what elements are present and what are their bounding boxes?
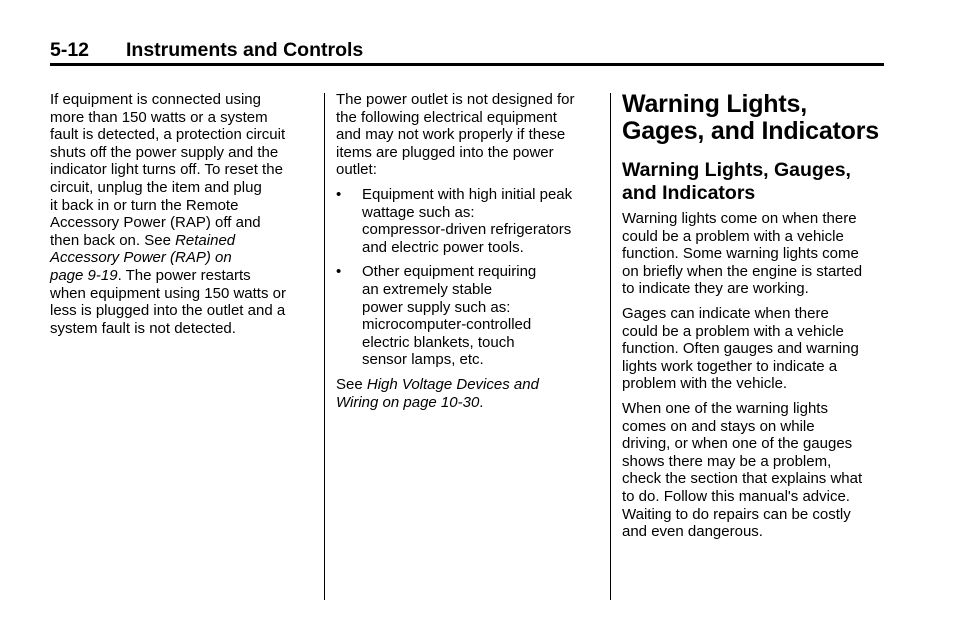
page-number: 5-12: [50, 39, 90, 61]
chapter-title: Instruments and Controls: [126, 39, 364, 61]
column-divider-2: [610, 93, 611, 600]
list-item: • Other equipment requiring an extremely stable power supply such as: microcomputer-controlled electric blankets, touch sensor lamps, etc.: [336, 263, 537, 369]
outlet-intro-paragraph: The power outlet is not designed for the following electrical equipment and may not work properly if these items are plugged into the power outlet:: [336, 91, 575, 179]
column-2: [336, 91, 598, 418]
header-rule: [50, 63, 884, 66]
subsection-heading: Warning Lights, Gauges, and Indicators: [622, 159, 851, 204]
page-header: [50, 39, 884, 61]
column-3: [622, 91, 886, 548]
advice-paragraph: When one of the warning lights comes on and stays on while driving, or when one of the gauges shows there may be a problem, check the section that explains what to do. Follow this manual's advice. Waiting to do repairs can be costly and even dangerous.: [622, 399, 863, 541]
warning-lights-paragraph: Warning lights come on when there could be a problem with a vehicle function. Some warning lights come on briefly when the engine is started to indicate they are working.: [622, 210, 863, 298]
section-heading: Warning Lights, Gages, and Indicators: [622, 90, 879, 145]
bullet-icon: •: [336, 185, 342, 203]
high-voltage-cross-reference-link[interactable]: High Voltage Devices and Wiring on page 10-30: [336, 375, 539, 411]
column-divider-1: [324, 93, 325, 600]
bullet-icon: •: [336, 263, 342, 281]
gages-paragraph: Gages can indicate when there could be a problem with a vehicle function. Often gauges and warning lights work together to indicate a problem with the vehicle.: [622, 304, 859, 393]
rap-paragraph: If equipment is connected using more than 150 watts or a system fault is detected, a protection circuit shuts off the power supply and the indicator light turns off. To reset the circuit, unplug the item and plug it back in or turn the Remote Accessory Power (RAP) off and then back on. See Retained Accessory Power (RAP) on page 9-19. The power restarts when equipment using 150 watts or less is plugged into the outlet and a system fault is not detected.: [50, 91, 286, 337]
see-also-paragraph: See High Voltage Devices and Wiring on page 10-30.: [336, 375, 539, 411]
list-item: • Equipment with high initial peak wattage such as: compressor-driven refrigerators and electric power tools.: [336, 185, 573, 256]
equipment-list: [336, 186, 598, 369]
column-1: [50, 91, 312, 344]
rap-cross-reference-link[interactable]: Retained Accessory Power (RAP) on page 9-19: [50, 231, 236, 284]
